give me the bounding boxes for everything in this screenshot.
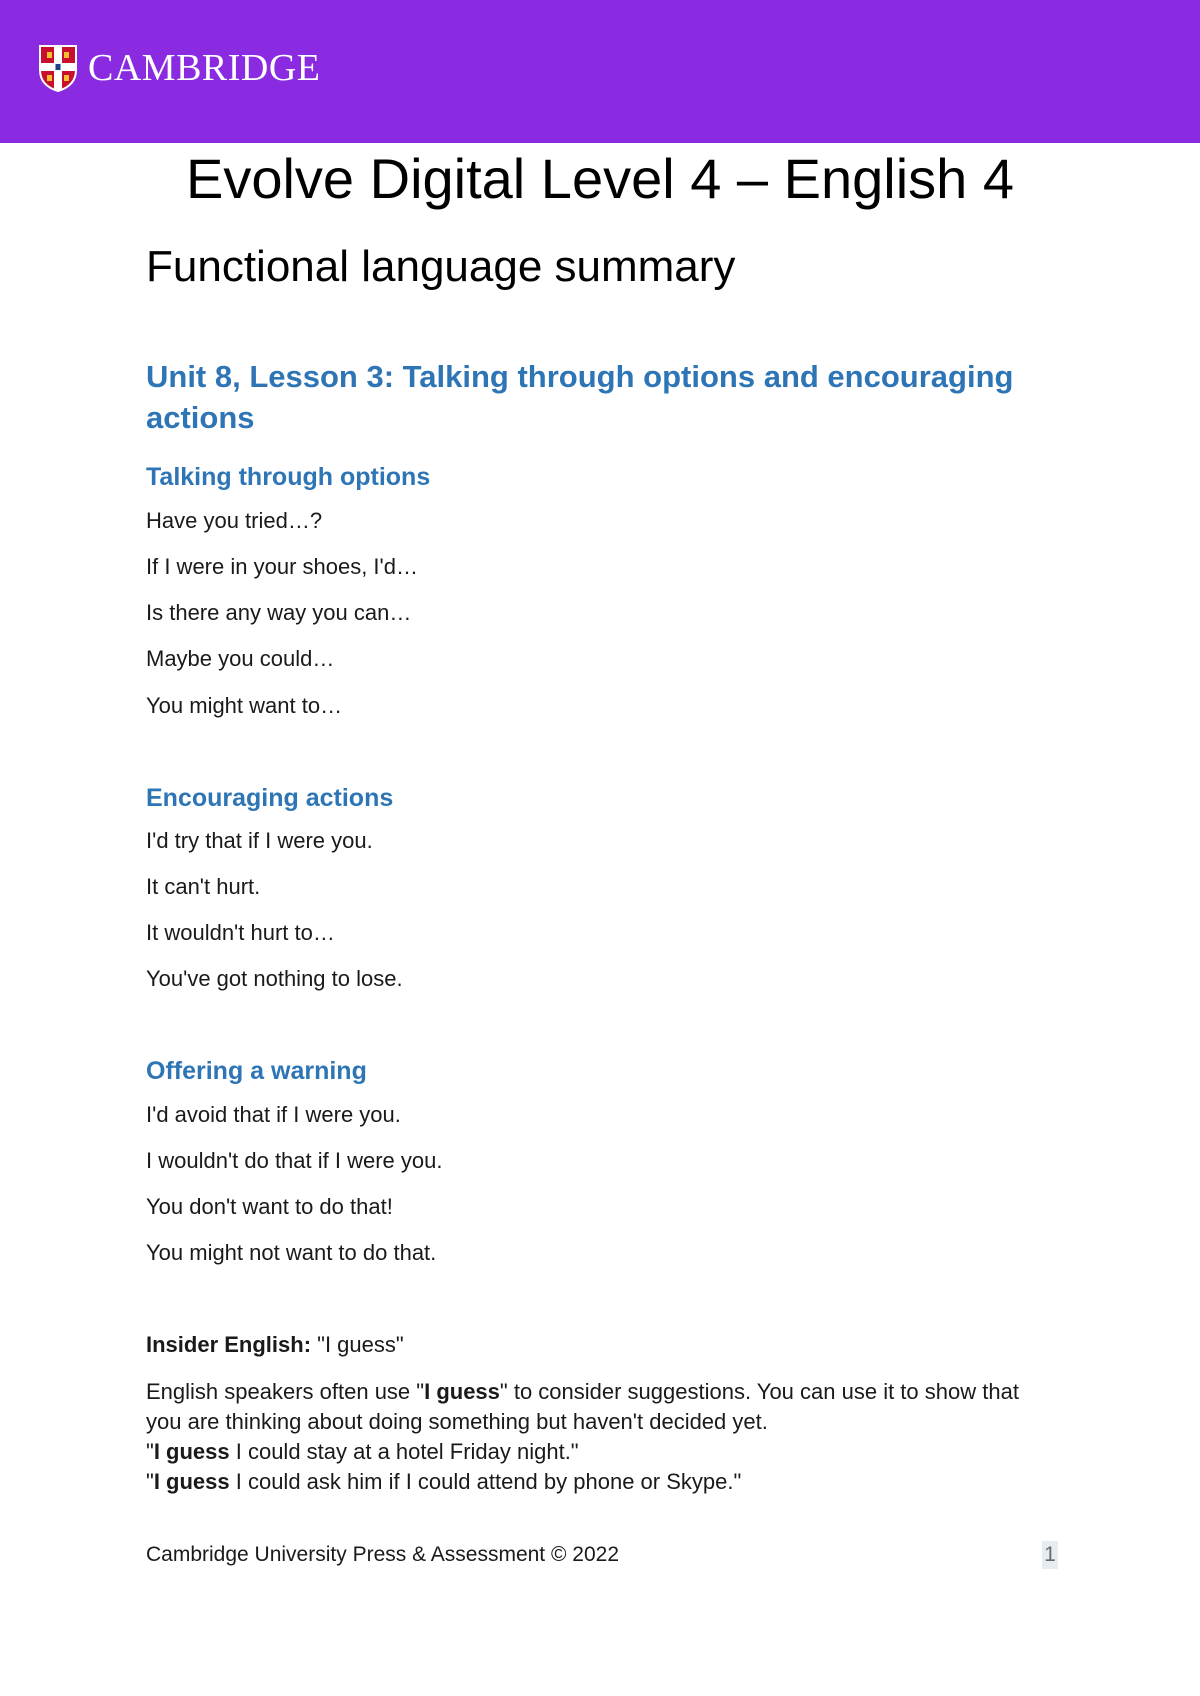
insider-example: "I guess I could stay at a hotel Friday night." — [146, 1439, 579, 1464]
cambridge-crest-icon — [38, 44, 78, 92]
insider-example: "I guess I could ask him if I could attend by phone or Skype." — [146, 1469, 742, 1494]
section-heading-talking-options: Talking through options — [146, 463, 431, 491]
header-band — [0, 0, 1200, 143]
phrase-item: Have you tried…? — [146, 508, 323, 533]
cambridge-logo — [38, 44, 321, 92]
page-number: 1 — [1042, 1541, 1058, 1569]
insider-english-body — [146, 1377, 1026, 1497]
phrase-item: Maybe you could… — [146, 646, 335, 671]
document-title: Evolve Digital Level 4 – English 4 — [185, 147, 1015, 210]
brand-wordmark: CAMBRIDGE — [88, 47, 321, 89]
insider-phrase: "I guess" — [311, 1332, 404, 1357]
phrase-item: You've got nothing to lose. — [146, 966, 403, 991]
phrase-item: You might want to… — [146, 693, 343, 718]
insider-english-title — [146, 1330, 404, 1360]
phrase-item: You might not want to do that. — [146, 1240, 437, 1265]
lesson-heading: Unit 8, Lesson 3: Talking through options and encouraging actions — [146, 359, 1014, 435]
footer-copyright: Cambridge University Press & Assessment © 2022 — [146, 1543, 619, 1566]
section-heading-offering-warning: Offering a warning — [146, 1057, 367, 1085]
phrase-item: It wouldn't hurt to… — [146, 920, 335, 945]
phrase-item: I'd try that if I were you. — [146, 828, 373, 853]
section-heading-encouraging-actions: Encouraging actions — [146, 784, 394, 812]
phrase-item: I wouldn't do that if I were you. — [146, 1148, 443, 1173]
phrase-item: It can't hurt. — [146, 874, 261, 899]
phrase-item: Is there any way you can… — [146, 600, 412, 625]
phrase-item: I'd avoid that if I were you. — [146, 1102, 401, 1127]
document-subtitle: Functional language summary — [146, 242, 736, 291]
insider-label: Insider English: — [146, 1332, 312, 1357]
insider-paragraph: English speakers often use "I guess" to consider suggestions. You can use it to show that you are thinking about doing something but haven't decided yet. — [146, 1379, 1019, 1434]
phrase-item: You don't want to do that! — [146, 1194, 393, 1219]
phrase-item: If I were in your shoes, I'd… — [146, 554, 418, 579]
